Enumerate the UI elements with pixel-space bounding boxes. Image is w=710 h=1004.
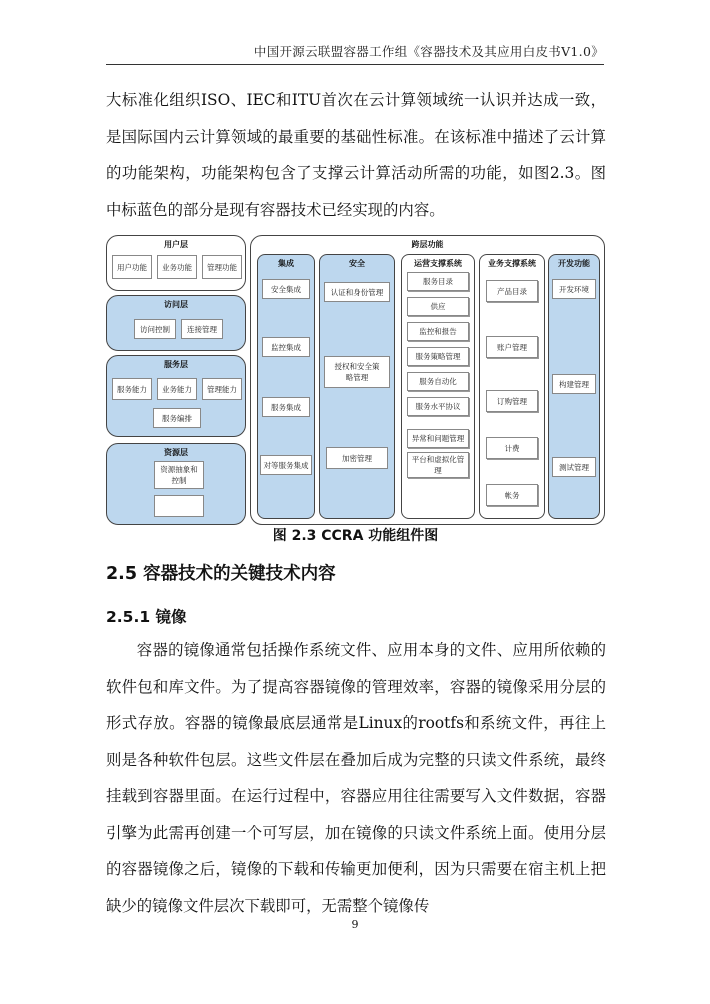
dev-environment-box: 开发环境 xyxy=(552,279,596,299)
test-management-box: 测试管理 xyxy=(552,457,596,477)
business-capability-box: 业务能力 xyxy=(157,378,197,400)
service-automation-box: 服务自动化 xyxy=(407,372,469,391)
section-heading: 2.5 容器技术的关键技术内容 xyxy=(106,564,336,584)
peer-service-integration-box: 对等服务集成 xyxy=(260,455,312,475)
service-catalog-box: 服务目录 xyxy=(407,272,469,291)
user-layer-title: 用户层 xyxy=(164,240,188,249)
resource-layer-title: 资源层 xyxy=(164,448,188,457)
subscription-management-box: 订购管理 xyxy=(486,390,538,412)
user-function-box: 用户功能 xyxy=(112,255,152,279)
subsection-heading: 2.5.1 镜像 xyxy=(106,608,187,626)
monitoring-reporting-box: 监控和报告 xyxy=(407,322,469,341)
build-management-box: 构建管理 xyxy=(552,374,596,394)
provisioning-box: 供应 xyxy=(407,297,469,316)
business-column xyxy=(479,254,545,519)
integration-title: 集成 xyxy=(278,259,294,268)
security-title: 安全 xyxy=(349,259,365,268)
cross-layer-title: 跨层功能 xyxy=(411,240,444,249)
service-layer-panel xyxy=(106,355,246,437)
management-function-box: 管理功能 xyxy=(202,255,242,279)
development-title: 开发功能 xyxy=(558,259,590,268)
business-title: 业务支撑系统 xyxy=(488,259,536,268)
product-catalog-box: 产品目录 xyxy=(486,280,538,302)
service-policy-box: 服务策略管理 xyxy=(407,347,469,366)
account-management-box: 账户管理 xyxy=(486,336,538,358)
sla-box: 服务水平协议 xyxy=(407,397,469,416)
business-function-box: 业务功能 xyxy=(157,255,197,279)
development-column xyxy=(548,254,600,519)
ccra-diagram xyxy=(106,235,605,525)
encryption-management-box: 加密管理 xyxy=(326,447,388,469)
service-integration-box: 服务集成 xyxy=(262,397,310,417)
auth-identity-box: 认证和身份管理 xyxy=(324,282,390,302)
authorization-policy-box: 授权和安全策略管理 xyxy=(324,356,390,388)
header-title: 中国开源云联盟容器工作组《容器技术及其应用白皮书V1.0》 xyxy=(253,44,604,59)
operations-column xyxy=(401,254,475,519)
service-orchestration-box: 服务编排 xyxy=(153,408,201,428)
intro-paragraph: 大标准化组织ISO、IEC和ITU首次在云计算领域统一认识并达成一致，是国际国内云计算领域的最重要的基础性标准。在该标准中描述了云计算的功能架构，功能架构包含了支撑云计算活动所需的功能，如图2.3。图中标蓝色的部分是现有容器技术已经实现的内容。 xyxy=(106,91,606,219)
resource-empty-box xyxy=(154,495,204,517)
connection-management-box: 连接管理 xyxy=(181,319,223,339)
page-number: 9 xyxy=(351,918,359,931)
access-layer-panel xyxy=(106,295,246,351)
header-rule xyxy=(106,64,604,65)
security-column xyxy=(319,254,395,519)
access-layer-title: 访问层 xyxy=(164,300,188,309)
cross-layer-panel xyxy=(250,235,605,525)
access-control-box: 访问控制 xyxy=(134,319,176,339)
figure-caption: 图 2.3 CCRA 功能组件图 xyxy=(272,528,439,544)
billing-box: 计费 xyxy=(486,437,538,459)
platform-virtualization-box: 平台和虚拟化管理 xyxy=(407,452,469,478)
service-layer-title: 服务层 xyxy=(164,360,188,369)
security-integration-box: 安全集成 xyxy=(262,279,310,299)
image-paragraph: 容器的镜像通常包括操作系统文件、应用本身的文件、应用所依赖的软件包和库文件。为了提高容器镜像的管理效率，容器的镜像采用分层的形式存放。容器的镜像最底层通常是Linux的rootfs和系统文件，再往上则是各种软件包层。这些文件层在叠加后成为完整的只读文件系统，最终挂载到容器里面。在运行过程中，容器应用往往需要写入文件数据，容器引擎为此需再创建一个可写层，加在镜像的只读文件系统上面。使用分层的容器镜像之后，镜像的下载和传输更加便利，因为只需要在宿主机上把缺少的镜像文件层次下载即可，无需整个镜像传 xyxy=(106,641,606,915)
integration-column xyxy=(257,254,315,519)
user-layer-panel xyxy=(106,235,246,291)
management-capability-box: 管理能力 xyxy=(202,378,242,400)
monitoring-integration-box: 监控集成 xyxy=(262,337,310,357)
incident-problem-box: 异常和问题管理 xyxy=(407,429,469,448)
page-header xyxy=(0,42,710,66)
resource-layer-panel xyxy=(106,443,246,525)
accounts-box: 帐务 xyxy=(486,484,538,506)
service-capability-box: 服务能力 xyxy=(112,378,152,400)
resource-abstraction-box: 资源抽象和控制 xyxy=(154,461,204,489)
operations-title: 运营支撑系统 xyxy=(414,259,462,268)
